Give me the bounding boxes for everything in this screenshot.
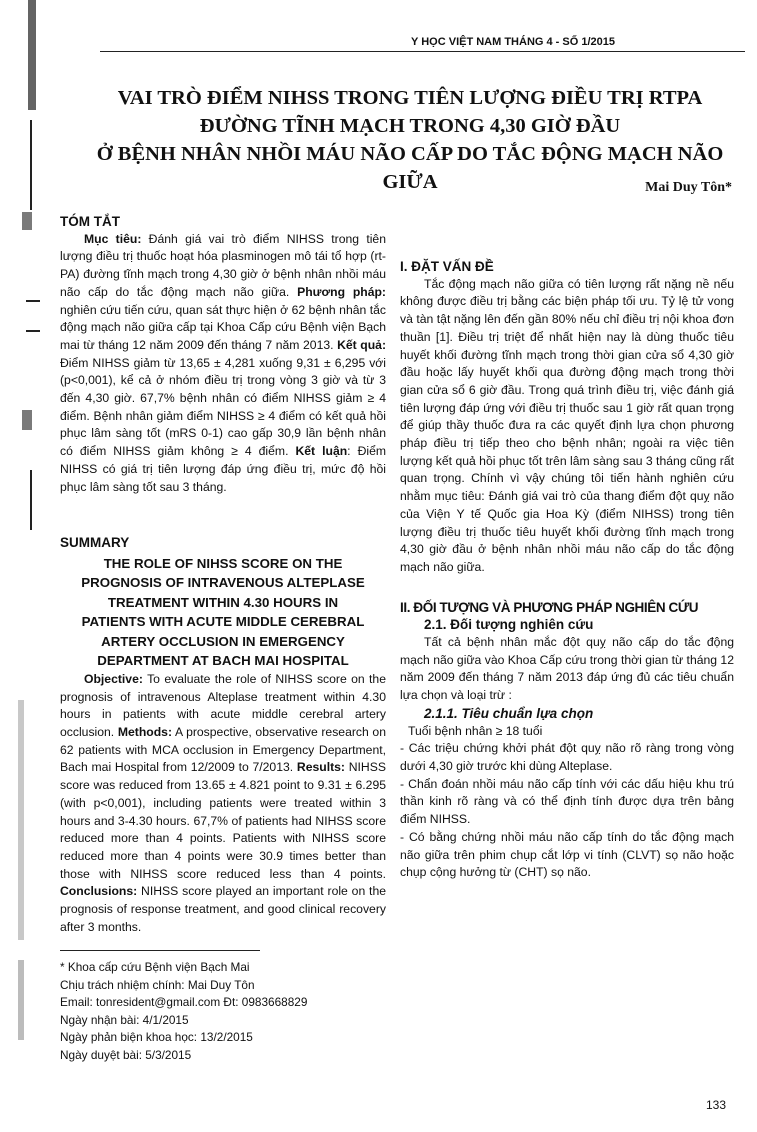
- summary-title-line: TREATMENT WITHIN 4.30 HOURS IN: [107, 594, 339, 610]
- text: Điểm NIHSS giảm từ 13,65 ± 4,281 xuống 9,31 ± 6,295 với (p<0,001), kể cả ở nhóm điều trị trong vòng 3 giờ và từ 3 đến 4,30 giờ. 67,7% bệnh nhân có điểm NIHSS giảm ≥ 4 điểm. Bệnh nhân giảm điểm NIHSS ≥ 4 điểm có kết quả hồi phục lâm sàng tốt (mRS 0-1) cao gấp 30,9 lần bệnh nhân có điểm NIHSS giảm không ≥ 4 điểm.: [60, 355, 386, 459]
- scan-margin-artifacts: [0, 0, 48, 1132]
- text: Đánh giá vai trò điểm NIHSS trong tiên lượng điều trị thuốc hoạt hóa plasminogen mô tái tổ hợp (rt-PA) đường tĩnh mạch trong 4,30 giờ ở bệnh nhân nhồi máu não cấp do tắc động mạch não giữa.: [60, 231, 386, 299]
- section-1-body: Tắc động mạch não giữa có tiên lượng rất nặng nề nếu không được điều trị bằng các biện pháp tối ưu. Tỷ lệ tử vong và tàn tật nặng lên đến gần 80% nếu chỉ điều trị nội khoa đơn thuần [1]. Điều trị triệt để nhất hiện nay là dùng thuốc tiêu huyết khối đường tĩnh mạch trong thời gian cửa sổ 4,30 giờ đầu hoặc lấy huyết khối qua đường động mạch trong thời gian cửa sổ 6 giờ đầu. Trong quá trình điều trị, việc đánh giá tiên lượng đáp ứng với điều trị thuốc sau 1 giờ rất quan trọng để giúp thầy thuốc đưa ra các quyết định lựa chọn phương pháp điều trị tiếp theo cho bệnh nhân; ngoài ra việc tiên lượng kết quả hồi phục tốt trên lâm sàng sau 3 tháng cũng rất quan trọng. Chính vì vậy chúng tôi tiến hành nghiên cứu nhằm mục tiêu: Đánh giá vai trò của thang điểm đột quỵ não của Viện Y tế Quốc gia Hoa Kỳ (điểm NIHSS) trong tiên lượng điều trị thuốc tiêu huyết khối đường tĩnh mạch trong 4,30 giờ đầu ở bệnh nhân nhồi máu não cấp do tắc động mạch não giữa.: [400, 276, 734, 574]
- text: : Điểm NIHSS có giá trị tiên lượng đáp ứng điều trị, mức độ hồi phục lâm sàng tốt sau 3 tháng.: [60, 444, 387, 494]
- subsection-2-1-body: Tất cả bệnh nhân mắc đột quỵ não cấp do tắc động mạch não giữa vào Khoa Cấp cứu trong thời gian từ tháng 12 năm 2009 đến tháng 7 năm 2013 đáp ứng đủ các tiêu chuẩn lựa chọn và loại trừ :: [400, 635, 734, 703]
- right-column: [400, 246, 734, 882]
- summary-title-line: DEPARTMENT AT BACH MAI HOSPITAL: [97, 653, 349, 669]
- footnote-rule: [60, 950, 260, 951]
- title-line: VAI TRÒ ĐIỂM NIHSS TRONG TIÊN LƯỢNG ĐIỀU TRỊ RTPA: [117, 87, 703, 109]
- criterion: - Các triệu chứng khởi phát đột quỵ não rõ ràng trong vòng dưới 4,30 giờ trước khi dùng Alteplase.: [400, 741, 734, 773]
- footnote: Chịu trách nhiệm chính: Mai Duy Tôn: [60, 977, 255, 992]
- section-1-heading: I. ĐẶT VẤN ĐỀ: [400, 259, 494, 274]
- footnote: Ngày phản biện khoa học: 13/2/2015: [60, 1030, 253, 1044]
- abstract-vi: [60, 231, 386, 497]
- page-number: 133: [706, 1098, 727, 1112]
- footnote: * Khoa cấp cứu Bệnh viện Bạch Mai: [60, 960, 250, 974]
- footnote: Ngày duyệt bài: 5/3/2015: [60, 1047, 192, 1062]
- label: Results:: [296, 760, 345, 775]
- article-title: [80, 84, 740, 196]
- summary-title-line: THE ROLE OF NIHSS SCORE ON THE: [103, 555, 343, 571]
- title-line: ĐƯỜNG TĨNH MẠCH TRONG 4,30 GIỜ ĐẦU: [199, 115, 621, 137]
- text: A prospective, observative research on 62 patients with MCA occlusion in Emergency Department, Bach mai Hospital from 12/2009 to 7/2013.: [60, 725, 386, 775]
- label: Conclusions:: [60, 884, 138, 899]
- criterion: - Có bằng chứng nhồi máu não cấp tính do tắc động mạch não giữa trên phim chụp cắt lớp vi tính (CLVT) sọ não hoặc chụp cộng hưởng từ (CHT) sọ não.: [400, 829, 734, 880]
- left-column: [60, 213, 386, 937]
- label: Methods:: [117, 725, 173, 740]
- footnote: Ngày nhận bài: 4/1/2015: [60, 1012, 189, 1027]
- section-2-heading: II. ĐỐI TƯỢNG VÀ PHƯƠNG PHÁP NGHIÊN CỨU: [400, 599, 699, 615]
- label: Mục tiêu:: [84, 231, 142, 246]
- footnote: Email: tonresident@gmail.com Đt: 0983668829: [60, 995, 308, 1009]
- text: To evaluate the role of NIHSS score on the prognosis of intravenous Alteplase treatment within 4.30 hours in patients with acute middle cerebral artery occlusion.: [60, 671, 386, 740]
- label: Kết quả:: [337, 337, 387, 352]
- abstract-heading: TÓM TẮT: [60, 214, 120, 229]
- criterion: Tuổi bệnh nhân ≥ 18 tuổi: [408, 723, 543, 738]
- summary-heading: SUMMARY: [60, 535, 130, 551]
- label: Kết luận: [295, 444, 348, 459]
- text: NIHSS score was reduced from 13.65 ± 4.821 point to 9.31 ± 6.295 (with p<0,001), including patients were treated within 3 hours and 3-4.30 hours. 67,7% of patients had NIHSS score reduced more than 4 points. Patients with NIHSS score reduced more than 4 points were 30.9 times better than those with NIHSS score reduced less than 4 points.: [60, 760, 386, 881]
- criterion: - Chẩn đoán nhồi máu não cấp tính với các dấu hiệu khu trú thần kinh rõ ràng và có thể định tính được dựa trên bảng điểm NIHSS.: [400, 776, 734, 827]
- subsection-2-1: 2.1. Đối tượng nghiên cứu: [424, 617, 594, 633]
- footnotes: [60, 950, 386, 1064]
- running-header: Y HỌC VIỆT NAM THÁNG 4 - SỐ 1/2015: [100, 36, 745, 52]
- subsection-2-1-1: 2.1.1. Tiêu chuẩn lựa chọn: [424, 705, 594, 721]
- summary-title: [60, 554, 386, 671]
- label: Objective:: [84, 671, 143, 686]
- summary-title-line: PROGNOSIS OF INTRAVENOUS ALTEPLASE: [81, 575, 365, 591]
- title-line: Ở BỆNH NHÂN NHỒI MÁU NÃO CẤP DO TẮC ĐỘNG MẠCH NÃO GIỮA: [96, 143, 724, 193]
- abstract-en: [60, 671, 386, 937]
- label: Phương pháp:: [297, 284, 386, 299]
- text: NIHSS score played an important role on the prognosis of response treatment, and good clinical recovery after 3 months.: [60, 884, 386, 934]
- summary-title-line: PATIENTS WITH ACUTE MIDDLE CEREBRAL: [81, 614, 365, 630]
- summary-title-line: ARTERY OCCLUSION IN EMERGENCY: [101, 633, 345, 649]
- author: Mai Duy Tôn*: [645, 180, 732, 195]
- text: nghiên cứu tiến cứu, quan sát thực hiện ở 62 bệnh nhân tắc động mạch não giữa cấp tại Khoa Cấp cứu Bệnh viện Bạch mai từ tháng 12 năm 2009 đến tháng 7 năm 2013.: [60, 302, 386, 352]
